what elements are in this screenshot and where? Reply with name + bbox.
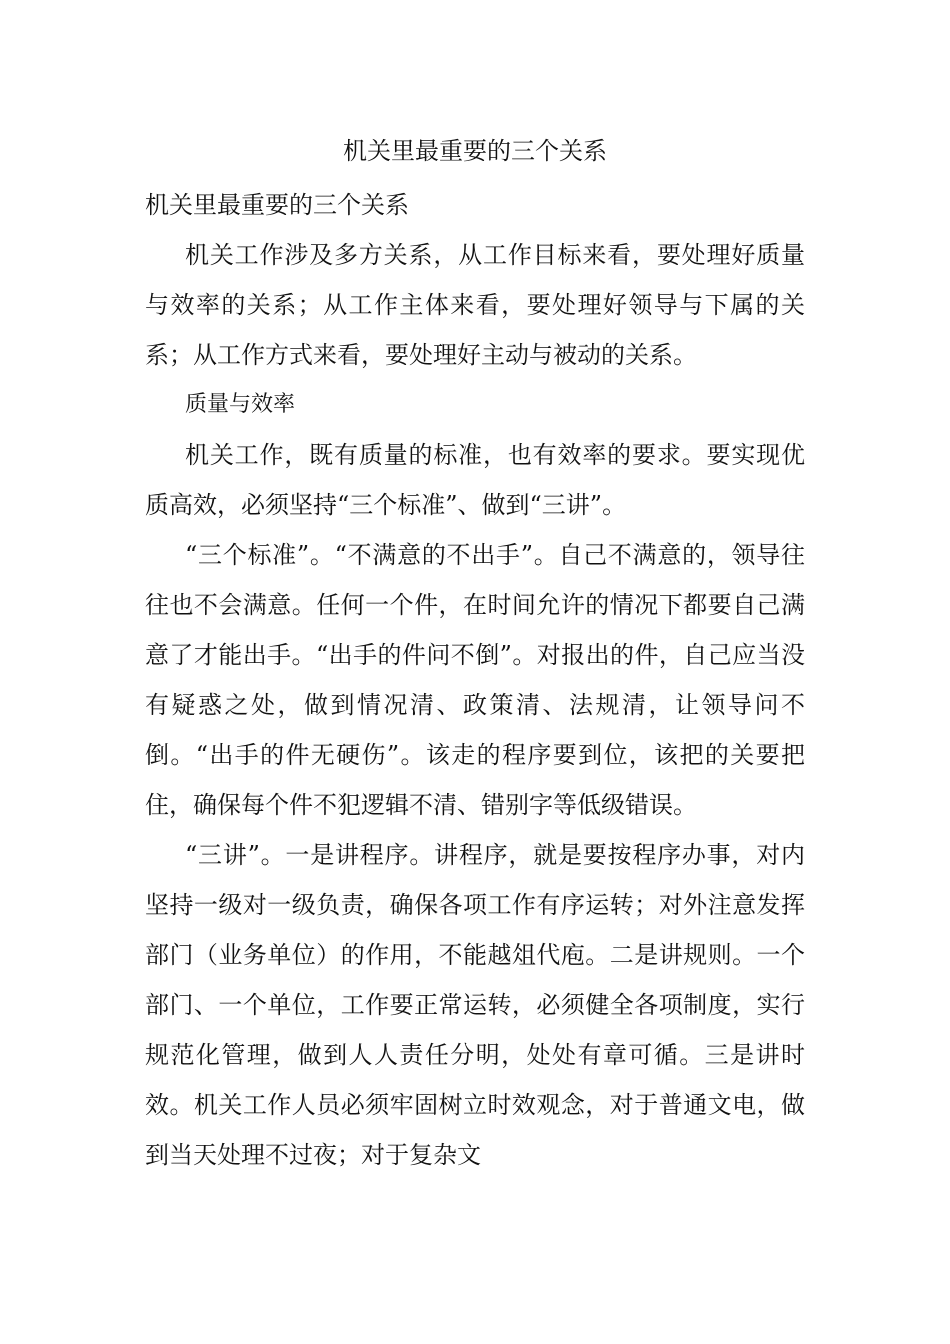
document-title: 机关里最重要的三个关系	[343, 137, 607, 165]
paragraph-three-standards: “三个标准”。“不满意的不出手”。自己不满意的，领导往往也不会满意。任何一个件，在时间允许的情况下都要自己满意了才能出手。“出手的件问不倒”。对报出的件，自己应当没有疑惑之处，做到情况清、政策清、法规清，让领导问不倒。“出手的件无硬伤”。该走的程序要到位，该把的关要把住，确保每个件不犯逻辑不清、错别字等低级错误。	[145, 541, 805, 819]
paragraph-three-talks: “三讲”。一是讲程序。讲程序，就是要按程序办事，对内坚持一级对一级负责，确保各项工作有序运转；对外注意发挥部门（业务单位）的作用，不能越俎代庖。二是讲规则。一个部门、一个单位，工作要正常运转，必须健全各项制度，实行规范化管理，做到人人责任分明，处处有章可循。三是讲时效。机关工作人员必须牢固树立时效观念，对于普通文电，做到当天处理不过夜；对于复杂文	[145, 841, 805, 1169]
paragraph-quality-efficiency: 机关工作，既有质量的标准，也有效率的要求。要实现优质高效，必须坚持“三个标准”、做到“三讲”。	[145, 441, 805, 519]
section-heading-quality-efficiency: 质量与效率	[185, 392, 296, 417]
document-body	[145, 180, 805, 1180]
document-subtitle: 机关里最重要的三个关系	[145, 191, 409, 219]
paragraph-intro: 机关工作涉及多方关系，从工作目标来看，要处理好质量与效率的关系；从工作主体来看，要处理好领导与下属的关系；从工作方式来看，要处理好主动与被动的关系。	[145, 241, 805, 369]
